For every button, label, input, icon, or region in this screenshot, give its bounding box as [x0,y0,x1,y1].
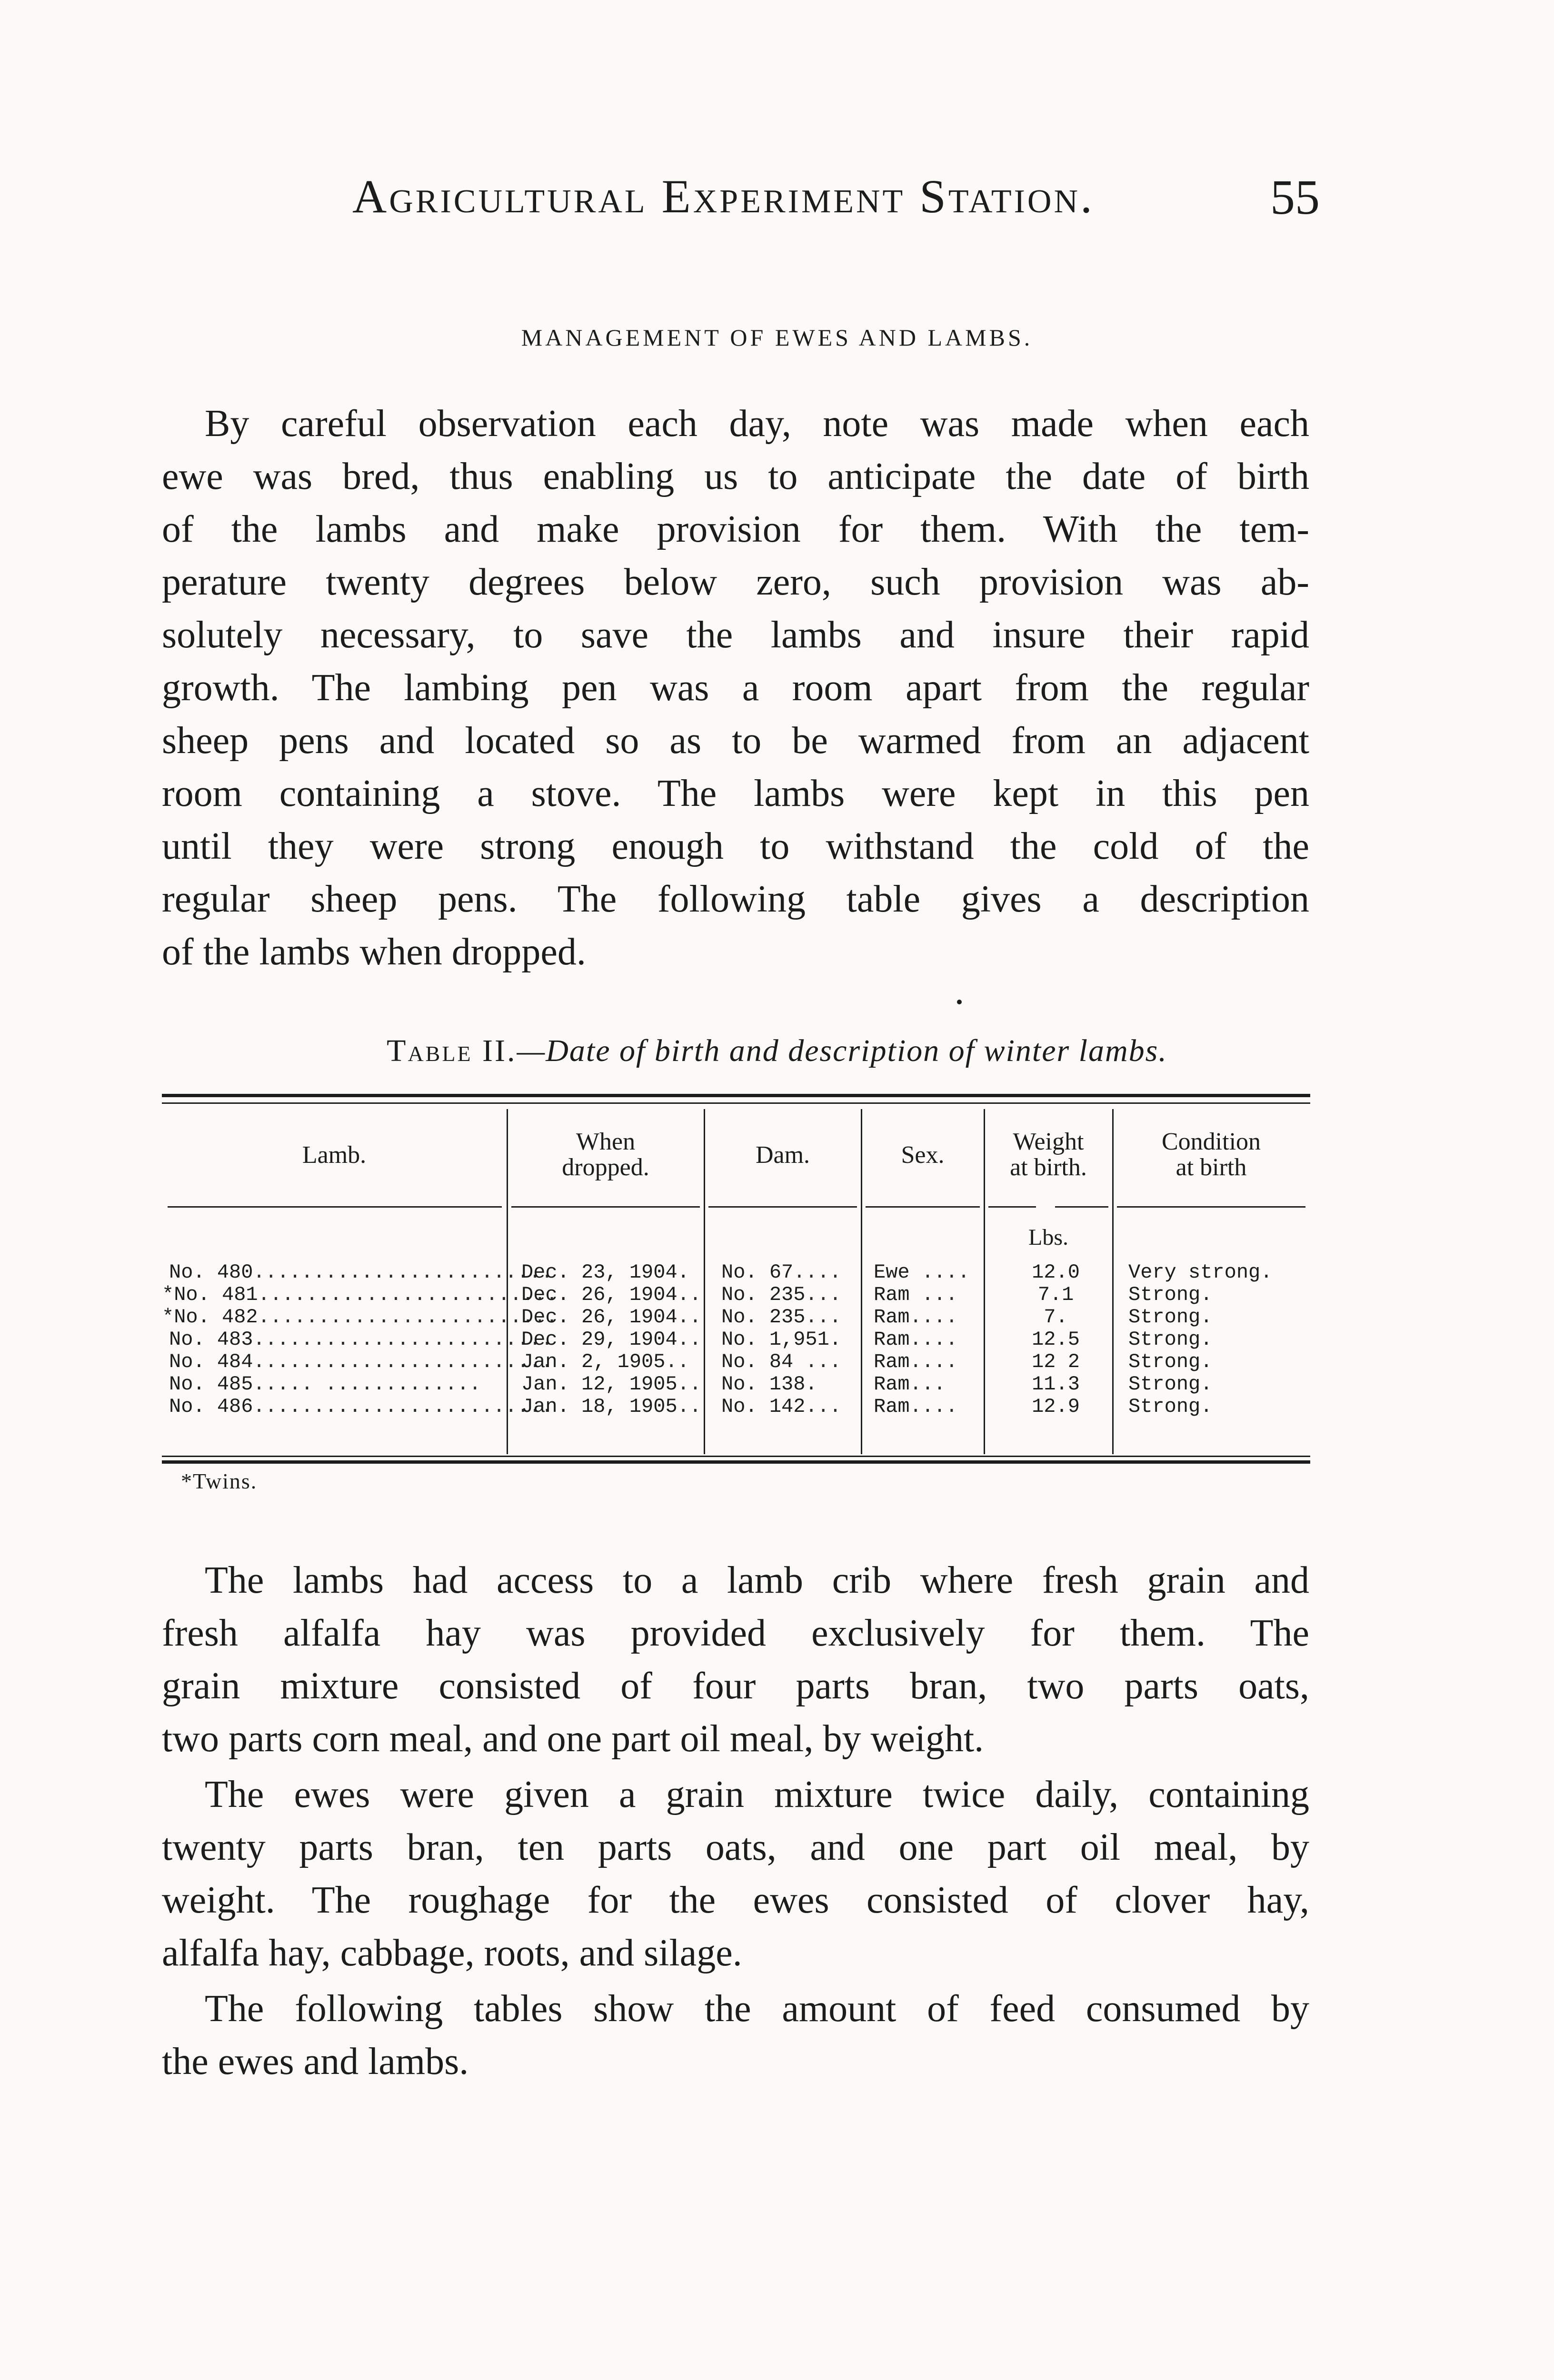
cell-sex: Ewe .... [874,1261,970,1284]
text-line: The lambs had access to a lamb crib where fresh grain and [205,1559,1309,1601]
table-top-rule [162,1094,1310,1097]
cell-lamb: *No. 481......................... [162,1283,558,1306]
cell-when: Dec. 26, 1904.. [521,1306,702,1329]
cell-when: Jan. 18, 1905.. [521,1395,702,1418]
text-line: the ewes and lambs. [162,2041,469,2082]
text-line: alfalfa hay, cabbage, roots, and silage. [162,1932,742,1974]
cell-condition: Strong. [1128,1395,1213,1418]
cell-dam: No. 235... [721,1306,842,1329]
table-footnote: *Twins. [181,1469,258,1493]
table-title: —Date of birth and description of winter lambs. [517,1033,1167,1068]
cell-weight: 7. [1044,1306,1068,1329]
cell-condition: Strong. [1128,1328,1213,1351]
text-line: growth. The lambing pen was a room apart from the regular [162,667,1309,709]
crib-paragraph [162,1554,1309,1765]
header-dam: Dam. [755,1141,810,1169]
cell-lamb: No. 485..... ............. [169,1373,481,1396]
cell-sex: Ram.... [874,1395,958,1418]
cell-condition: Strong. [1128,1373,1213,1396]
cell-when: Dec. 26, 1904.. [521,1283,702,1306]
header-when-line: When [576,1128,636,1155]
header-when-line: dropped. [562,1154,649,1181]
table-row [162,1373,1310,1396]
text-line: of the lambs and make provision for them. With the tem- [162,508,1309,550]
text-line: fresh alfalfa hay was provided exclusively for them. The [162,1612,1309,1654]
text-line: two parts corn meal, and one part oil meal, by weight. [162,1718,984,1760]
table-row [162,1284,1310,1306]
cell-weight: 12.5 [1032,1328,1080,1351]
header-rule [708,1206,857,1208]
cell-when: Jan. 2, 1905.. [521,1350,689,1373]
intro-paragraph [162,397,1309,979]
section-title: MANAGEMENT OF EWES AND LAMBS. [521,324,1033,351]
cell-sex: Ram ... [874,1283,958,1306]
cell-condition: Strong. [1128,1283,1213,1306]
header-condition-line: Condition [1161,1128,1261,1155]
header-weight-line: at birth. [1010,1154,1087,1181]
text-line: solutely necessary, to save the lambs and insure their rapid [162,614,1309,656]
cell-weight: 7.1 [1037,1283,1074,1306]
table-caption [0,1033,1554,1069]
closing-paragraph [162,1983,1309,2088]
cell-dam: No. 67.... [721,1261,842,1284]
cell-when: Dec. 23, 1904. [521,1261,689,1284]
cell-sex: Ram.... [874,1350,958,1373]
text-line: twenty parts bran, ten parts oats, and one part oil meal, by [162,1826,1309,1868]
table-row [162,1306,1310,1329]
cell-lamb: No. 483......................... [169,1328,553,1351]
header-weight [985,1129,1112,1180]
cell-lamb: *No. 482......................... [162,1306,558,1329]
table-bottom-rule [162,1460,1310,1464]
cell-sex: Ram.... [874,1328,958,1351]
text-line: perature twenty degrees below zero, such provision was ab- [162,561,1309,603]
header-condition [1113,1129,1309,1180]
cell-dam: No. 1,951. [721,1328,842,1351]
cell-dam: No. 235... [721,1283,842,1306]
running-head: Agricultural Experiment Station. [352,170,1095,223]
cell-weight: 11.3 [1032,1373,1080,1396]
cell-lamb: No. 480......................... [169,1261,553,1284]
header-rule [168,1206,502,1208]
text-line: The ewes were given a grain mixture twice daily, containing [205,1774,1309,1815]
text-line: until they were strong enough to withstand the cold of the [162,825,1309,867]
cell-condition: Very strong. [1128,1261,1273,1284]
table-row [162,1261,1310,1284]
cell-condition: Strong. [1128,1306,1213,1329]
cell-when: Jan. 12, 1905.. [521,1373,702,1396]
cell-weight: 12.9 [1032,1395,1080,1418]
header-sex: Sex. [901,1141,945,1169]
cell-weight: 12 2 [1032,1350,1080,1373]
ink-speck [957,1000,962,1004]
cell-lamb: No. 484......................... [169,1350,553,1373]
header-weight-line: Weight [1013,1128,1084,1155]
ewes-paragraph [162,1768,1309,1980]
text-line: By careful observation each day, note was made when each [205,403,1309,445]
cell-sex: Ram... [874,1373,946,1396]
cell-condition: Strong. [1128,1350,1213,1373]
text-line: of the lambs when dropped. [162,931,586,973]
cell-dam: No. 142... [721,1395,842,1418]
header-when [508,1129,704,1180]
table-row [162,1396,1310,1418]
weight-units: Lbs. [1028,1225,1068,1250]
table-top-rule-thin [162,1102,1310,1104]
header-condition-line: at birth [1175,1154,1247,1181]
cell-sex: Ram.... [874,1306,958,1329]
cell-lamb: No. 486......................... [169,1395,553,1418]
table-bottom-rule-thin [162,1456,1310,1457]
cell-dam: No. 138. [721,1373,817,1396]
text-line: The following tables show the amount of feed consumed by [205,1988,1309,2030]
header-rule [511,1206,700,1208]
text-line: regular sheep pens. The following table gives a description [162,878,1309,920]
header-rule [1055,1206,1108,1208]
text-line: weight. The roughage for the ewes consisted of clover hay, [162,1879,1309,1921]
text-line: room containing a stove. The lambs were kept in this pen [162,773,1309,814]
text-line: sheep pens and located so as to be warmed from an adjacent [162,720,1309,762]
text-line: grain mixture consisted of four parts bran, two parts oats, [162,1665,1309,1707]
header-rule [866,1206,980,1208]
header-rule [988,1206,1036,1208]
cell-dam: No. 84 ... [721,1350,842,1373]
table-label: Table II. [387,1033,517,1068]
header-lamb: Lamb. [302,1141,367,1169]
cell-when: Dec. 29, 1904.. [521,1328,702,1351]
table-row [162,1329,1310,1351]
header-rule [1117,1206,1305,1208]
page-number: 55 [1270,170,1320,225]
text-line: ewe was bred, thus enabling us to anticipate the date of birth [162,456,1309,497]
table-row [162,1351,1310,1373]
cell-weight: 12.0 [1032,1261,1080,1284]
